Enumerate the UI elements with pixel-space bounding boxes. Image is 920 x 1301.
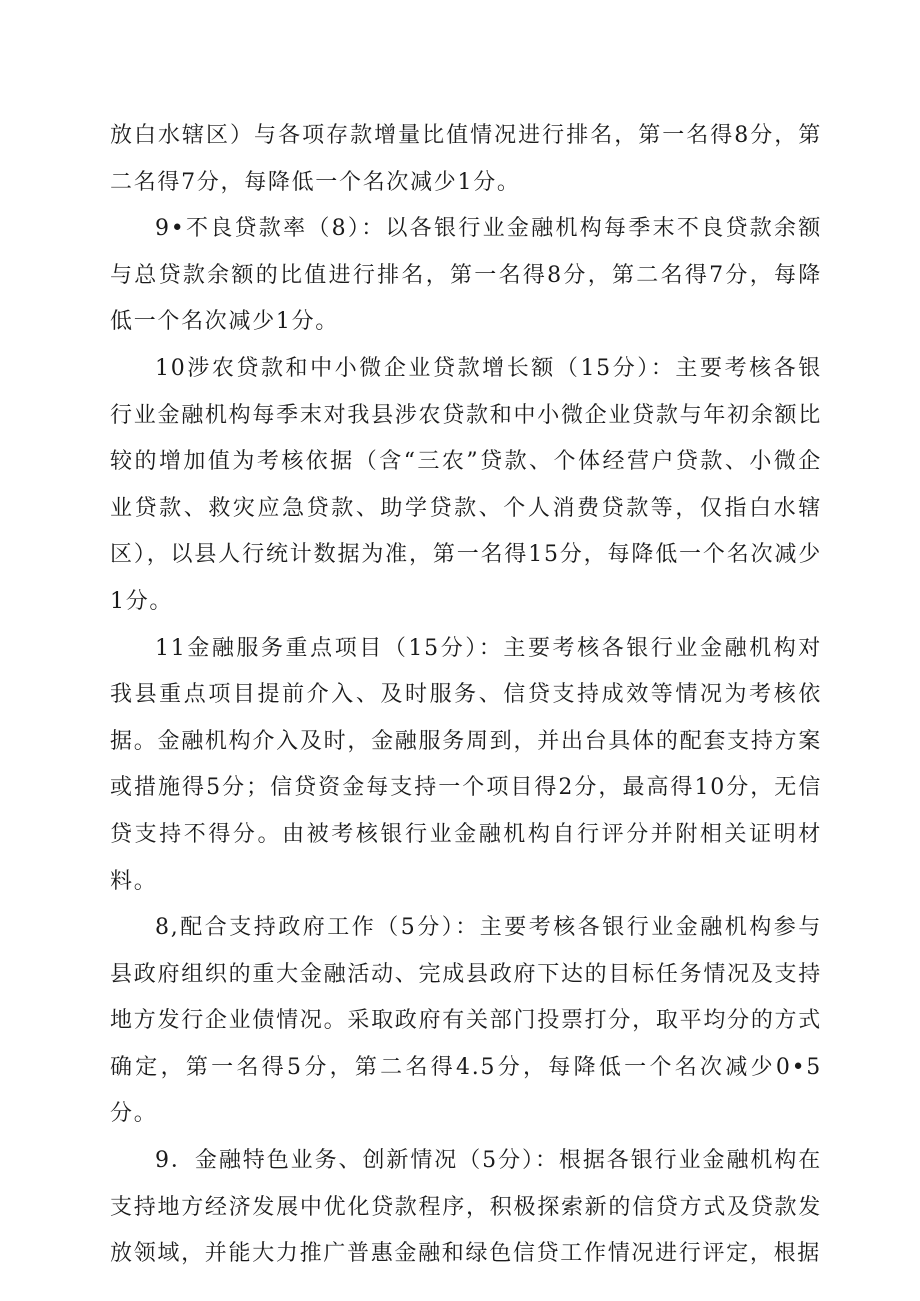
paragraph-item-9-innovation: 9．金融特色业务、创新情况（5分）：根据各银行业金融机构在支持地方经济发展中优化贷款程序，积极探索新的信贷方式及贷款发放领域，并能大力推广普惠金融和绿色信贷工作情况进行评定，根据 bbox=[110, 1148, 822, 1267]
paragraph-item-11-key-projects: 11金融服务重点项目（15分）：主要考核各银行业金融机构对我县重点项目提前介入、及时服务、信贷支持成效等情况为考核依据。金融机构介入及时，金融服务周到，并出台具体的配套支持方案或措施得5分；信贷资金每支持一个项目得2分，最高得10分，无信贷支持不得分。由被考核银行业金融机构自行评分并附相关证明材料。 bbox=[110, 635, 822, 894]
paragraph-item-8-government-support: 8,配合支持政府工作（5分）：主要考核各银行业金融机构参与县政府组织的重大金融活动、完成县政府下达的目标任务情况及支持地方发行企业债情况。采取政府有关部门投票打分，取平均分的方式确定，第一名得5分，第二名得4.5分，每降低一个名次减少0•5分。 bbox=[110, 915, 822, 1127]
document-body bbox=[110, 113, 822, 1278]
paragraph-continuation: 放白水辖区）与各项存款增量比值情况进行排名，第一名得8分，第二名得7分，每降低一个名次减少1分。 bbox=[110, 123, 822, 195]
paragraph-item-10-agri-sme-loans: 10涉农贷款和中小微企业贷款增长额（15分）：主要考核各银行业金融机构每季末对我县涉农贷款和中小微企业贷款与年初余额比较的增加值为考核依据（含“三农”贷款、个体经营户贷款、小微企业贷款、救灾应急贷款、助学贷款、个人消费贷款等，仅指白水辖区），以县人行统计数据为准，第一名得15分，每降低一个名次减少1分。 bbox=[110, 355, 822, 614]
paragraph-item-9-npl-ratio: 9•不良贷款率（8）：以各银行业金融机构每季末不良贷款余额与总贷款余额的比值进行排名，第一名得8分，第二名得7分，每降低一个名次减少1分。 bbox=[110, 216, 822, 335]
